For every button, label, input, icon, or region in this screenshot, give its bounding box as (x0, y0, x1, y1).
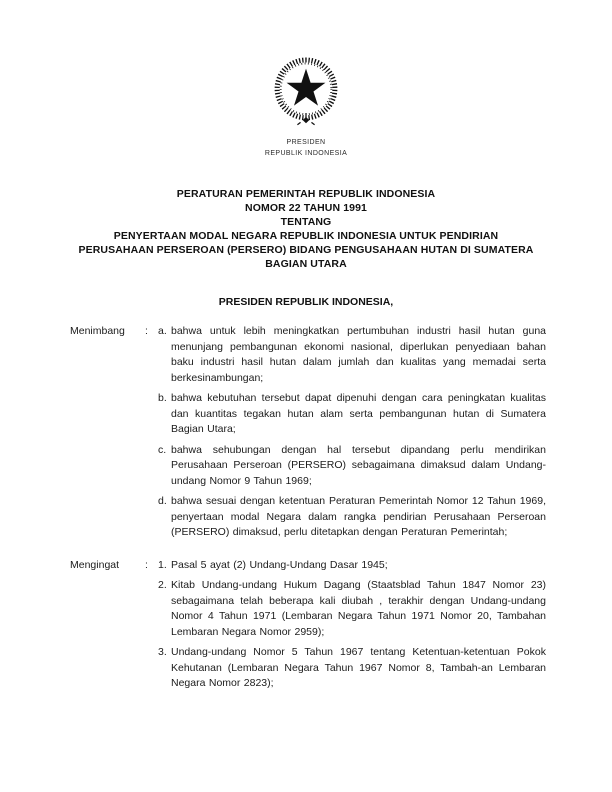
list-item (158, 645, 546, 692)
presidential-emblem-icon (267, 52, 345, 132)
salutation: PRESIDEN REPUBLIK INDONESIA, (218, 296, 394, 308)
org-name-line2: REPUBLIK INDONESIA (264, 150, 348, 157)
document-header (0, 0, 612, 159)
section-colon: : (145, 558, 148, 571)
org-name-line1: PRESIDEN (286, 139, 326, 146)
list-item (158, 494, 546, 541)
item-marker: 1. (158, 558, 167, 571)
list-item (158, 578, 546, 640)
item-text: Kitab Undang-undang Hukum Dagang (Staatsblad Tahun 1847 Nomor 23) sebagaimana telah beberapa kali diubah , terakhir dengan Undang-undang Nomor 4 Tahun 1971 (Lembaran Negara Tahun 1971 Nomor 20, Tambahan Lembaran Negara Nomor 2959); (171, 579, 546, 638)
list-item (158, 324, 546, 386)
item-text: Undang-undang Nomor 5 Tahun 1967 tentang Ketentuan-ketentuan Pokok Kehutanan (Lembaran Negara Tahun 1967 Nomor 8, Tambah-an Lembaran Negara Nomor 2823); (171, 646, 546, 689)
item-text: bahwa untuk lebih meningkatkan pertumbuhan industri hasil hutan guna menunjang pembangunan ekonomi nasional, diperlukan penyediaan bahan baku industri hasil hutan dalam jumlah dan kualitas yang memadai serta berkesinambungan; (171, 325, 546, 384)
item-marker: b. (158, 392, 167, 404)
item-text: bahwa sesuai dengan ketentuan Peraturan Pemerintah Nomor 12 Tahun 1969, penyertaan modal Negara dalam rangka pendirian Perusahaan Perseroan (PERSERO) dimaksud, perlu ditetapkan dengan Peraturan Pemerintah; (171, 495, 546, 538)
title-line: PERATURAN PEMERINTAH REPUBLIK INDONESIA (176, 188, 436, 200)
section-colon: : (145, 325, 148, 337)
title-line: PERUSAHAAN PERSEROAN (PERSERO) BIDANG PENGUSAHAAN HUTAN DI SUMATERA (78, 244, 534, 256)
document-title (0, 187, 612, 271)
title-line: TENTANG (280, 216, 332, 228)
item-marker: a. (158, 325, 167, 337)
item-marker: 2. (158, 579, 167, 591)
item-marker: d. (158, 495, 167, 507)
sections (70, 324, 546, 692)
item-text: bahwa kebutuhan tersebut dapat dipenuhi dengan cara peningkatan kualitas dan kuantitas tegakan hutan alam serta pembangunan hutan di Sumatera Bagian Utara; (171, 392, 546, 435)
section-row (70, 324, 546, 541)
section-label: Mengingat (70, 558, 120, 571)
section-items (158, 324, 546, 541)
title-line: PENYERTAAN MODAL NEGARA REPUBLIK INDONESIA UNTUK PENDIRIAN (113, 230, 499, 242)
item-marker: c. (158, 443, 167, 456)
item-text: Pasal 5 ayat (2) Undang-Undang Dasar 1945; (171, 558, 388, 571)
title-line: NOMOR 22 TAHUN 1991 (245, 202, 367, 214)
section-label: Menimbang (70, 325, 125, 337)
list-item (158, 558, 546, 574)
list-item (158, 443, 546, 490)
title-line: BAGIAN UTARA (265, 258, 347, 270)
section-row (70, 558, 546, 692)
item-marker: 3. (158, 646, 167, 658)
section-items (158, 558, 546, 692)
item-text: bahwa sehubungan dengan hal tersebut dipandang perlu mendirikan Perusahaan Perseroan (PERSERO) sebagaimana dimaksud dalam Undang-undang Nomor 9 Tahun 1969; (171, 443, 546, 487)
list-item (158, 391, 546, 438)
